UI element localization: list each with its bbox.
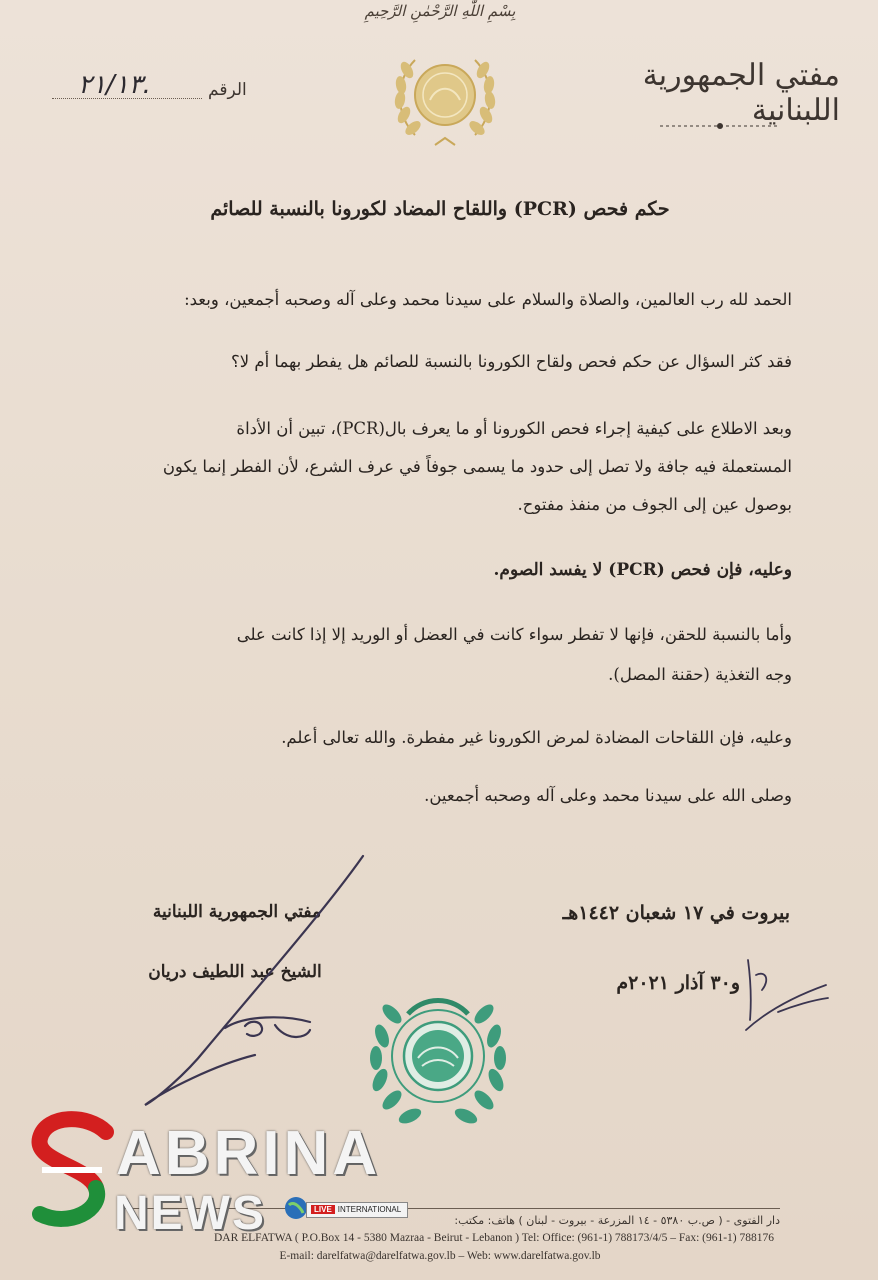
reference-number: ٢١/١٣.	[78, 70, 151, 100]
footer-address-english: DAR ELFATWA ( P.O.Box 14 - 5380 Mazraa - Beirut - Lebanon ) Tel: Office: (961-1) 788173/4/5 – Fax: (961-1) 788176	[213, 1232, 774, 1244]
paragraph-line: وبعد الاطلاع على كيفية إجراء فحص الكورونا أو ما يعرف بال(PCR)، تبين أن الأداة	[236, 419, 792, 438]
footer-contact: E-mail: darelfatwa@darelfatwa.gov.lb – Web: www.darelfatwa.gov.lb	[279, 1250, 601, 1262]
institution-header	[600, 58, 840, 128]
watermark-brand-top: ABRINA	[116, 1119, 382, 1188]
date-gregorian: و٣٠ آذار ٢٠٢١م	[616, 972, 740, 994]
paragraph	[112, 615, 792, 694]
sabrina-news-watermark	[28, 1110, 402, 1250]
reference-divider	[52, 98, 202, 99]
paragraph-line: الحمد لله رب العالمين، والصلاة والسلام على سيدنا محمد وعلى آله وصحبه أجمعين، وبعد:	[184, 290, 792, 309]
paragraph-line: وعليه، فإن فحص (PCR) لا يفسد الصوم.	[493, 560, 792, 580]
live-text: INTERNATIONAL	[337, 1205, 402, 1214]
handwritten-signature	[135, 850, 375, 1120]
paragraph-ruling-vaccine	[112, 728, 792, 748]
sabrina-s-logo-icon	[28, 1110, 118, 1235]
paragraph-closing	[112, 786, 792, 806]
institution-name: مفتي الجمهورية اللبنانية	[642, 58, 840, 128]
paragraph	[112, 290, 792, 310]
paragraph-line: بوصول عين إلى الجوف من منفذ مفتوح.	[517, 494, 792, 514]
reference-label: الرقم	[208, 80, 247, 100]
paragraph-line: وعليه، فإن اللقاحات المضادة لمرض الكورونا غير مفطرة. والله تعالى أعلم.	[281, 728, 792, 747]
paragraph	[112, 352, 792, 372]
paragraph-line: فقد كثر السؤال عن حكم فحص ولقاح الكورونا بالنسبة للصائم هل يفطر بهما أم لا؟	[230, 352, 792, 371]
paragraph-line: وأما بالنسبة للحقن، فإنها لا تفطر سواء كانت في العضل أو الوريد إلا إذا كانت على	[236, 625, 792, 644]
live-badge	[306, 1202, 408, 1218]
footer-address-arabic: دار الفتوى - ( ص.ب ٥٣٨٠ - ١٤ المزرعة - بيروت - لبنان ) هاتف: مكتب:	[454, 1214, 780, 1227]
signatory-name: الشيخ عبد اللطيف دريان	[148, 962, 322, 982]
globe-icon	[284, 1196, 308, 1220]
watermark-brand-bottom: NEWS	[114, 1187, 266, 1240]
live-tag: LIVE	[311, 1205, 335, 1214]
paragraph-ruling-pcr	[112, 560, 792, 580]
signatory-title: مفتي الجمهورية اللبنانية	[152, 902, 322, 922]
bismillah: بِسْمِ اللّٰهِ الرَّحْمٰنِ الرَّحِيمِ	[364, 2, 516, 20]
date-hijri: بيروت في ١٧ شعبان ١٤٤٢هـ	[562, 902, 790, 924]
document-title: حكم فحص (PCR) واللقاح المضاد لكورونا بالنسبة للصائم	[210, 198, 670, 220]
flourish-icon	[660, 120, 780, 132]
initials-signature	[738, 940, 838, 1040]
paragraph-line: وصلى الله على سيدنا محمد وعلى آله وصحبه أجمعين.	[424, 786, 792, 805]
paragraph-line: المستعملة فيه جافة ولا تصل إلى حدود ما يسمى جوفاً في عرف الشرع، لأن الفطر إنما يكون	[162, 456, 792, 476]
paragraph-line: وجه التغذية (حقنة المصل).	[608, 664, 792, 684]
paragraph	[112, 410, 792, 524]
laurel-emblem-icon	[385, 40, 505, 160]
